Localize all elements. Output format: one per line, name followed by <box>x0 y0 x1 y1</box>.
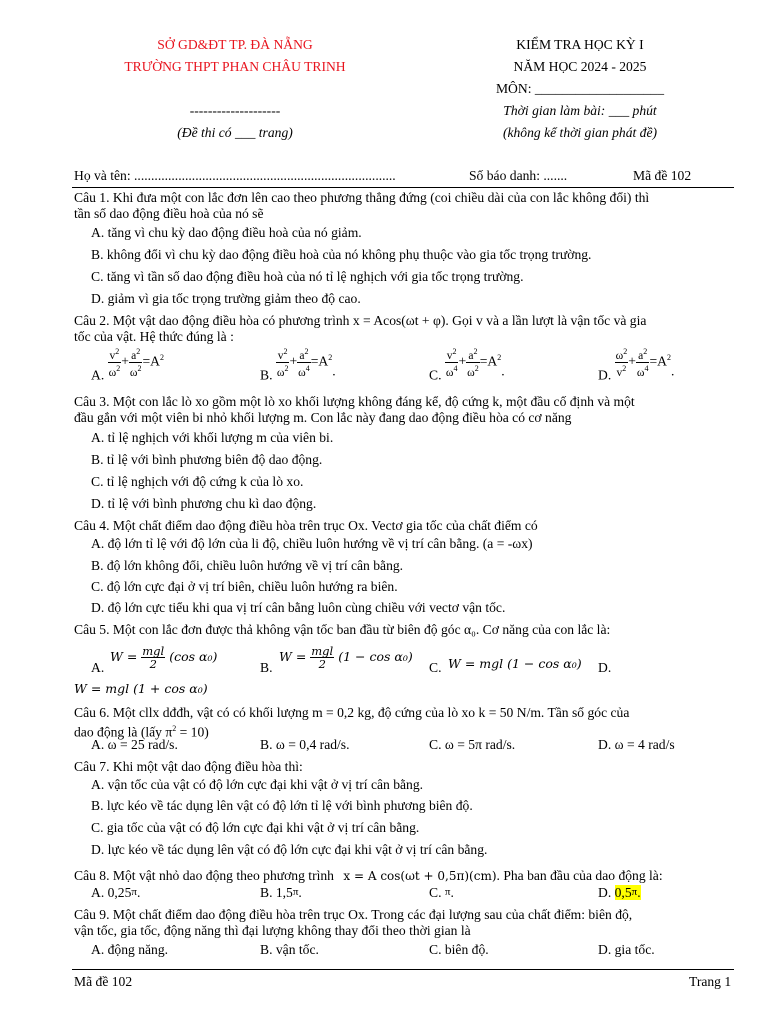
q5-b-fraction: $\frac{\text{mgl}}{2}$ <box>311 644 334 671</box>
q5-a-rhs: (cos α₀) <box>169 649 218 664</box>
school-name: TRƯỜNG THPT PHAN CHÂU TRINH <box>124 59 346 74</box>
q6-option-d: D. ω = 4 rad/s <box>598 737 675 752</box>
q5-stem: Câu 5. Một con lắc đơn được thả không vận tốc ban đầu từ biên độ góc α₀. Cơ năng của con lắc là: <box>74 622 611 637</box>
q5-a-fraction: $\frac{\text{mgl}}{2}$ <box>142 644 165 671</box>
student-id-field: Số báo danh: ....... <box>469 168 568 183</box>
footer-exam-code: Mã đề 102 <box>74 974 133 989</box>
q2-option-b-label: B. <box>260 367 273 383</box>
q1-stem-line1: Câu 1. Khi đưa một con lắc đơn lên cao theo phương thẳng đứng (coi chiều dài của con lắc không đổi) thì <box>74 190 650 205</box>
q7-option-d: D. lực kéo về tác dụng lên vật có độ lớn cực đại khi vật ở vị trí cân bằng. <box>91 842 488 857</box>
q2-option-d: D. $\frac{\omega^2}{v^2}$ + $\frac{a^2}{\omega^4}$ $=A^2$. <box>598 347 675 383</box>
q5-b-rhs: (1 − cos α₀) <box>338 649 413 664</box>
q2-c-term2: $\frac{a^2}{\omega^2}$ <box>467 347 479 379</box>
q5-option-b-label: B. <box>260 660 273 675</box>
q7-stem: Câu 7. Khi một vật dao động điều hòa thì: <box>74 759 303 774</box>
q5-option-a-formula <box>110 645 217 670</box>
exam-title: KIỂM TRA HỌC KỲ I <box>516 37 644 52</box>
q2-c-term1: $\frac{v^2}{\omega^4}$ <box>445 347 458 379</box>
q1-option-b: B. không đổi vì chu kỳ dao động điều hoà của nó không phụ thuộc vào gia tốc trọng trường. <box>91 247 592 262</box>
q2-b-rhs: A <box>318 353 329 369</box>
q9-stem-line2: vận tốc, gia tốc, động năng thì đại lượng không thay đổi theo thời gian là <box>74 923 471 938</box>
time-allowed: Thời gian làm bài: ___ phút <box>503 103 657 118</box>
q2-c-plus: + <box>458 353 467 369</box>
q4-option-d: D. độ lớn cực tiểu khi qua vị trí cân bằng luôn cùng chiều với vectơ vận tốc. <box>91 600 506 615</box>
q7-option-b: B. lực kéo về tác dụng lên vật có độ lớn tỉ lệ với bình phương biên độ. <box>91 798 473 813</box>
q2-b-equals: = <box>310 353 319 369</box>
q7-option-c: C. gia tốc của vật có độ lớn cực đại khi vật ở vị trí cân bằng. <box>91 820 420 835</box>
q2-c-rhs: A <box>487 353 498 369</box>
q2-option-b: B. $\frac{v^2}{\omega^2}$ + $\frac{a^2}{\omega^4}$ $=A^2$. <box>260 347 336 383</box>
q9-stem-line1: Câu 9. Một chất điểm dao động điều hòa trên trục Ox. Trong các đại lượng sau của chất điểm: biên độ, <box>74 907 633 922</box>
q2-a-rhs: A <box>150 353 160 369</box>
q3-option-a: A. tỉ lệ nghịch với khối lượng m của viên bi. <box>91 430 334 445</box>
q2-a-term1: $\frac{v^2}{\omega^2}$ <box>108 347 121 379</box>
q4-option-a: A. độ lớn tỉ lệ với độ lớn của li độ, chiều luôn hướng về vị trí cân bằng. (a = -ωx) <box>91 536 533 551</box>
q2-a-equals: = <box>142 353 151 369</box>
time-note: (không kể thời gian phát đề) <box>502 125 658 140</box>
q1-option-c: C. tăng vì tần số dao động điều hoà của nó tỉ lệ nghịch với gia tốc trọng trường. <box>91 269 524 284</box>
q2-a-plus: + <box>121 353 129 369</box>
q8-option-b: B. 1,5π. <box>260 885 302 900</box>
q2-stem-line1: Câu 2. Một vật dao động điều hòa có phương trình x = Acos(ωt + φ). Gọi v và a lần lượt là vận tốc và gia <box>74 313 647 328</box>
q6-option-a: A. ω = 25 rad/s. <box>91 737 178 752</box>
q5-a-lhs: W = <box>110 649 138 664</box>
school-year: NĂM HỌC 2024 - 2025 <box>513 59 647 74</box>
q2-a-term2: $\frac{a^2}{\omega^2}$ <box>129 347 142 379</box>
header-rule <box>72 187 734 188</box>
q7-option-a: A. vận tốc của vật có độ lớn cực đại khi vật ở vị trí cân bằng. <box>91 777 424 792</box>
exam-code: Mã đề 102 <box>633 168 692 183</box>
q3-stem-line1: Câu 3. Một con lắc lò xo gồm một lò xo khối lượng không đáng kể, độ cứng k, một đầu cố định và một <box>74 394 635 409</box>
q8-option-c: C. π. <box>429 885 454 900</box>
q8-stem-tail: . Pha ban đầu của dao động là: <box>496 868 663 883</box>
q3-option-c: C. tỉ lệ nghịch với độ cứng k của lò xo. <box>91 474 304 489</box>
q1-stem-line2: tần số dao động điều hoà của nó sẽ <box>74 206 264 221</box>
q2-b-term2: $\frac{a^2}{\omega^4}$ <box>298 347 310 379</box>
q5-option-d-label: D. <box>598 660 612 675</box>
q8-formula: x = A cos(ωt + 0,5π)(cm) <box>343 869 497 883</box>
q1-option-a: A. tăng vì chu kỳ dao động điều hoà của nó giảm. <box>91 225 362 240</box>
q2-b-term1: $\frac{v^2}{\omega^2}$ <box>276 347 289 379</box>
q6-option-c: C. ω = 5π rad/s. <box>429 737 516 752</box>
q3-option-d: D. tỉ lệ với bình phương chu kì dao động. <box>91 496 317 511</box>
q6-option-b: B. ω = 0,4 rad/s. <box>260 737 350 752</box>
q2-option-d-label: D. <box>598 367 612 383</box>
q8-stem-text: Câu 8. Một vật nhỏ dao động theo phương trình <box>74 868 334 883</box>
q5-option-a-label: A. <box>91 660 105 675</box>
q4-stem: Câu 4. Một chất điểm dao động điều hòa trên trục Ox. Vectơ gia tốc của chất điểm có <box>74 518 538 533</box>
student-name-field: Họ và tên: ............................................................................. <box>74 168 396 183</box>
q2-d-term2: $\frac{a^2}{\omega^4}$ <box>636 347 649 379</box>
q2-b-dot: . <box>332 363 336 379</box>
footer-rule <box>72 969 734 970</box>
q8-stem <box>74 868 663 884</box>
q8-option-a: A. 0,25π. <box>91 885 141 900</box>
q5-b-lhs: W = <box>279 649 307 664</box>
q5-option-b-formula <box>279 645 413 670</box>
q8-option-d: D. 0,5π. <box>598 885 641 900</box>
q2-c-dot: . <box>501 363 505 379</box>
q2-option-c: C. $\frac{v^2}{\omega^4}$ + $\frac{a^2}{\omega^2}$ $=A^2$. <box>429 347 505 383</box>
q2-d-dot: . <box>670 363 675 379</box>
q2-b-plus: + <box>289 353 298 369</box>
q4-option-c: C. độ lớn cực đại ở vị trí biên, chiều luôn hướng ra biên. <box>91 579 398 594</box>
q2-d-rhs: A <box>657 353 667 369</box>
q2-option-a: A. $\frac{v^2}{\omega^2}$ + $\frac{a^2}{\omega^2}$ $=A^2$ <box>91 347 164 383</box>
q2-d-equals: = <box>649 353 658 369</box>
q9-option-c: C. biên độ. <box>429 942 489 957</box>
page-count-note: (Đề thi có ___ trang) <box>177 125 293 140</box>
q5-option-c-formula: W = mgl (1 − cos α₀) <box>448 656 582 671</box>
q2-c-equals: = <box>479 353 488 369</box>
q8-highlighted-answer: 0,5π. <box>614 885 641 900</box>
q9-option-d: D. gia tốc. <box>598 942 655 957</box>
q5-option-c-label: C. <box>429 660 442 675</box>
footer-page-number: Trang 1 <box>689 974 732 989</box>
q2-option-c-label: C. <box>429 367 442 383</box>
q6-stem-line1: Câu 6. Một cllx dđđh, vật có có khối lượng m = 0,2 kg, độ cứng của lò xo k = 50 N/m. Tần số góc của <box>74 705 630 720</box>
header-divider-dashes: -------------------- <box>189 103 281 118</box>
q4-option-b: B. độ lớn không đổi, chiều luôn hướng về vị trí cân bằng. <box>91 558 404 573</box>
q9-option-b: B. vận tốc. <box>260 942 319 957</box>
q1-option-d: D. giảm vì gia tốc trọng trường giảm theo độ cao. <box>91 291 361 306</box>
q2-stem-line2: tốc của vật. Hệ thức đúng là : <box>74 329 234 344</box>
q3-option-b: B. tỉ lệ với bình phương biên độ dao động. <box>91 452 323 467</box>
q3-stem-line2: đầu gắn với một viên bi nhỏ khối lượng m. Con lắc này đang dao động điều hòa có cơ năng <box>74 410 572 425</box>
q9-option-a: A. động năng. <box>91 942 169 957</box>
subject-field: MÔN: ___________________ <box>495 81 665 96</box>
q2-option-a-label: A. <box>91 367 105 383</box>
department-name: SỞ GD&ĐT TP. ĐÀ NẴNG <box>157 37 313 52</box>
q5-option-d-formula: W = mgl (1 + cos α₀) <box>74 681 208 696</box>
q2-d-plus: + <box>628 353 636 369</box>
q2-d-term1: $\frac{\omega^2}{v^2}$ <box>615 347 628 379</box>
q6-stem-line2: dao động là (lấy $\pi^2 = 10$) <box>74 724 209 740</box>
